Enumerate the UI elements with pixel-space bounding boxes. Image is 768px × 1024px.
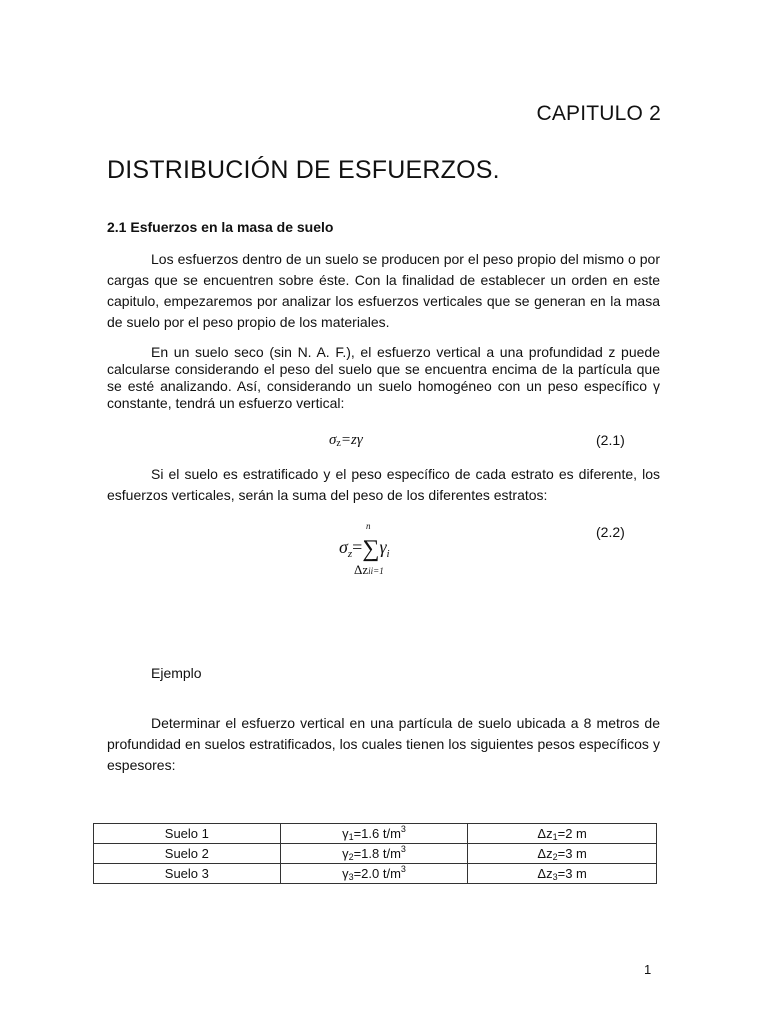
eq2-lower-sub: i [368, 566, 371, 576]
dz-sub: 1 [552, 832, 558, 842]
table-row [94, 824, 657, 844]
chapter-heading: CAPITULO 2 [536, 102, 661, 125]
dz-symbol: Δz [537, 846, 553, 861]
eq1-rest: =zγ [340, 432, 363, 448]
section-heading: 2.1 Esfuerzos en la masa de suelo [107, 219, 334, 235]
equation-2-1-number: (2.1) [596, 432, 625, 448]
soil-name-cell: Suelo 2 [94, 844, 281, 864]
eq1-sigma: σ [329, 432, 337, 448]
eq2-lower: Δz [354, 562, 369, 577]
gamma-exponent: 3 [400, 864, 406, 874]
table-row [94, 844, 657, 864]
thickness-cell [468, 844, 657, 864]
dz-symbol: Δz [537, 826, 553, 841]
gamma-sub: 2 [348, 852, 354, 862]
eq2-lhs: σ [339, 537, 348, 557]
gamma-value: =1.6 t/m [353, 826, 401, 841]
paragraph-4 [107, 713, 660, 776]
dz-sub: 3 [552, 872, 558, 882]
gamma-symbol: γ [342, 866, 349, 881]
dz-symbol: Δz [537, 866, 553, 881]
soil-layers-table [93, 823, 657, 884]
eq2-upper-limit: n [366, 521, 371, 531]
sigma-sum-icon: ∑ [362, 536, 380, 562]
gamma-symbol: γ [342, 846, 349, 861]
paragraph-2 [107, 344, 660, 412]
gamma-exponent: 3 [400, 824, 406, 834]
soil-name-cell: Suelo 1 [94, 824, 281, 844]
unit-weight-cell [280, 824, 468, 844]
thickness-cell [468, 864, 657, 884]
paragraph-3 [107, 464, 660, 506]
dz-value: =3 m [557, 866, 587, 881]
soil-name-cell: Suelo 3 [94, 864, 281, 884]
page-title: DISTRIBUCIÓN DE ESFUERZOS. [107, 156, 500, 184]
example-label: Ejemplo [151, 665, 202, 681]
unit-weight-cell [280, 864, 468, 884]
dz-value: =2 m [557, 826, 587, 841]
eq2-lower-limit [354, 562, 384, 578]
page-number: 1 [644, 962, 652, 977]
paragraph-2-text: En un suelo seco (sin N. A. F.), el esfuerzo vertical a una profundidad z puede calcularse considerando el peso del suelo que se encuentra encima de la partícula que se esté analizando. Así, considerando un suelo homogéneo con un peso específico γ constante, tendrá un esfuerzo vertical: [107, 344, 660, 411]
equation-2-1 [329, 432, 363, 449]
dz-value: =3 m [557, 846, 587, 861]
eq2-lhs-sub: z [347, 548, 353, 560]
paragraph-4-text: Determinar el esfuerzo vertical en una partícula de suelo ubicada a 8 metros de profundidad en suelos estratificados, los cuales tienen los siguientes pesos específicos y espesores: [107, 715, 660, 773]
equation-2-2 [339, 536, 390, 563]
paragraph-1 [107, 249, 660, 333]
gamma-symbol: γ [342, 826, 349, 841]
eq2-equals: = [352, 537, 363, 557]
gamma-sub: 3 [348, 872, 354, 882]
eq2-term-sub: i [386, 548, 390, 560]
gamma-value: =2.0 t/m [353, 866, 401, 881]
equation-2-2-number: (2.2) [596, 524, 625, 540]
gamma-exponent: 3 [400, 844, 406, 854]
table-row [94, 864, 657, 884]
gamma-value: =1.8 t/m [353, 846, 401, 861]
eq2-term: γ [379, 537, 387, 557]
dz-sub: 2 [552, 852, 558, 862]
gamma-sub: 1 [348, 832, 354, 842]
eq1-sub: z [336, 438, 341, 449]
eq2-lower-index: i=1 [370, 566, 384, 576]
unit-weight-cell [280, 844, 468, 864]
paragraph-1-text: Los esfuerzos dentro de un suelo se producen por el peso propio del mismo o por cargas que se encuentren sobre éste. Con la finalidad de establecer un orden en este capitulo, empezaremos por analizar los esfuerzos verticales que se generan en la masa de suelo por el peso propio de los materiales. [107, 251, 660, 330]
paragraph-3-text: Si el suelo es estratificado y el peso específico de cada estrato es diferente, los esfuerzos verticales, serán la suma del peso de los diferentes estratos: [107, 466, 660, 503]
thickness-cell [468, 824, 657, 844]
